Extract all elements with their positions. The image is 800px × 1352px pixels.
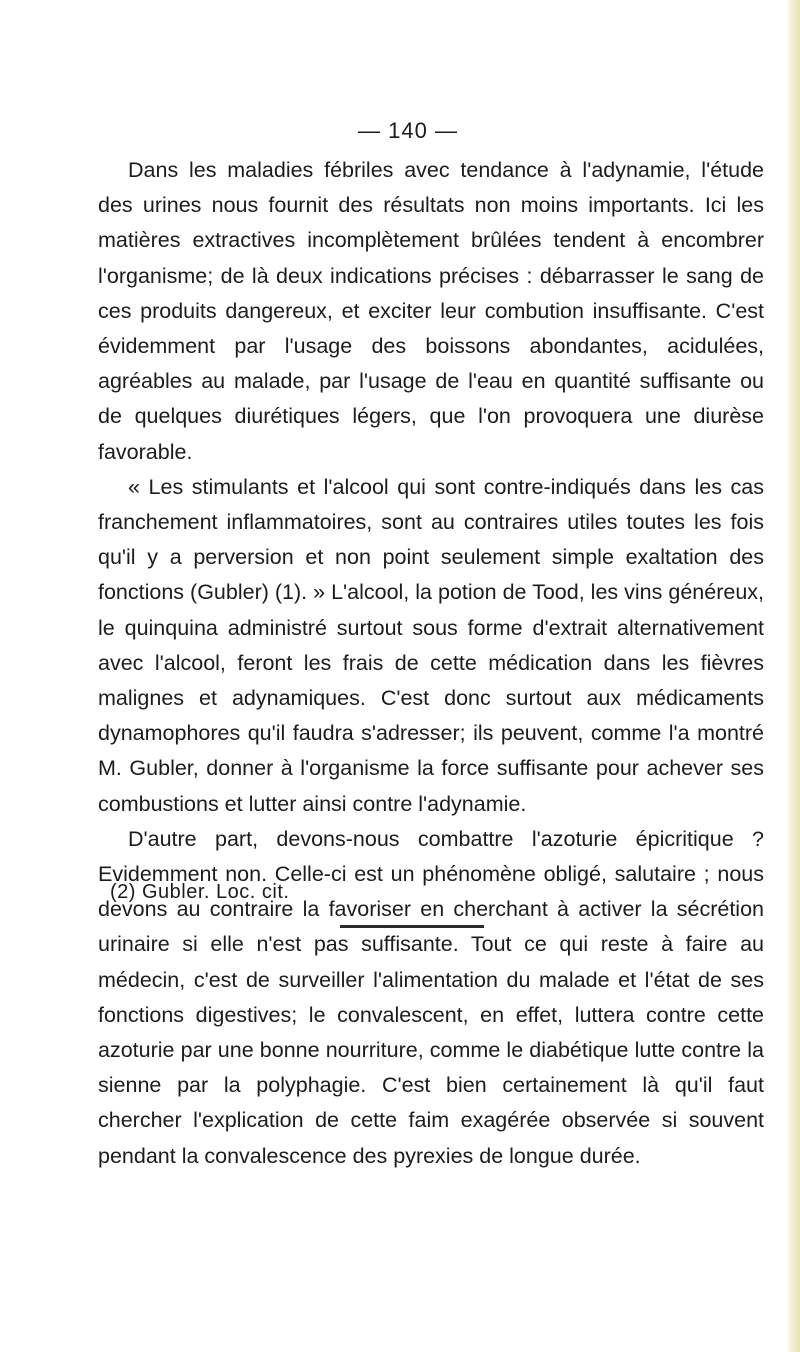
footnote: (2) Gubler. Loc. cit. [110, 881, 290, 903]
body-text [98, 153, 764, 1174]
footnote-rule [340, 925, 484, 928]
paragraph-1: Dans les maladies fébriles avec tendance à l'adynamie, l'étude des urines nous fournit des résultats non moins importants. Ici les matières extractives incomplètement brûlées tendent à encombrer l'organisme; de là deux indications précises : débarrasser le sang de ces produits dangereux, et exciter leur combution insuffisante. C'est évidemment par l'usage des boissons abondantes, acidulées, agréables au malade, par l'usage de l'eau en quantité suffisante ou de quelques diurétiques légers, que l'on provoquera une diurèse favorable. [98, 158, 764, 464]
page-number: — 140 — [358, 118, 458, 143]
page-edge [786, 0, 800, 1352]
paragraph-2: « Les stimulants et l'alcool qui sont contre-indiqués dans les cas franchement inflammatoires, sont au contraires utiles toutes les fois qu'il y a perversion et non point seulement simple exaltation des fonctions (Gubler) (1). » L'alcool, la potion de Tood, les vins généreux, le quinquina administré surtout sous forme d'extrait alternativement avec l'alcool, feront les frais de cette médication dans les fièvres malignes et adynamiques. C'est donc surtout aux médicaments dynamophores qu'il faudra s'adresser; ils peuvent, comme l'a montré M. Gubler, donner à l'organisme la force suffisante pour achever ses combustions et lutter ainsi contre l'adynamie. [98, 474, 764, 816]
paragraph-3: D'autre part, devons-nous combattre l'azoturie épicritique ? Evidemment non. Celle-ci est un phénomène obligé, salutaire ; nous devons au contraire la favoriser en cherchant à activer la sécrétion urinaire si elle n'est pas suffisante. Tout ce qui reste à faire au médecin, c'est de surveiller l'alimentation du malade et l'état de ses fonctions digestives; le convalescent, en effet, luttera contre cette azoturie par une bonne nourriture, comme le diabétique lutte contre la sienne par la polyphagie. C'est bien certainement là qu'il faut chercher l'explication de cette faim exagérée observée si souvent pendant la convalescence des pyrexies de longue durée. [98, 826, 764, 1168]
